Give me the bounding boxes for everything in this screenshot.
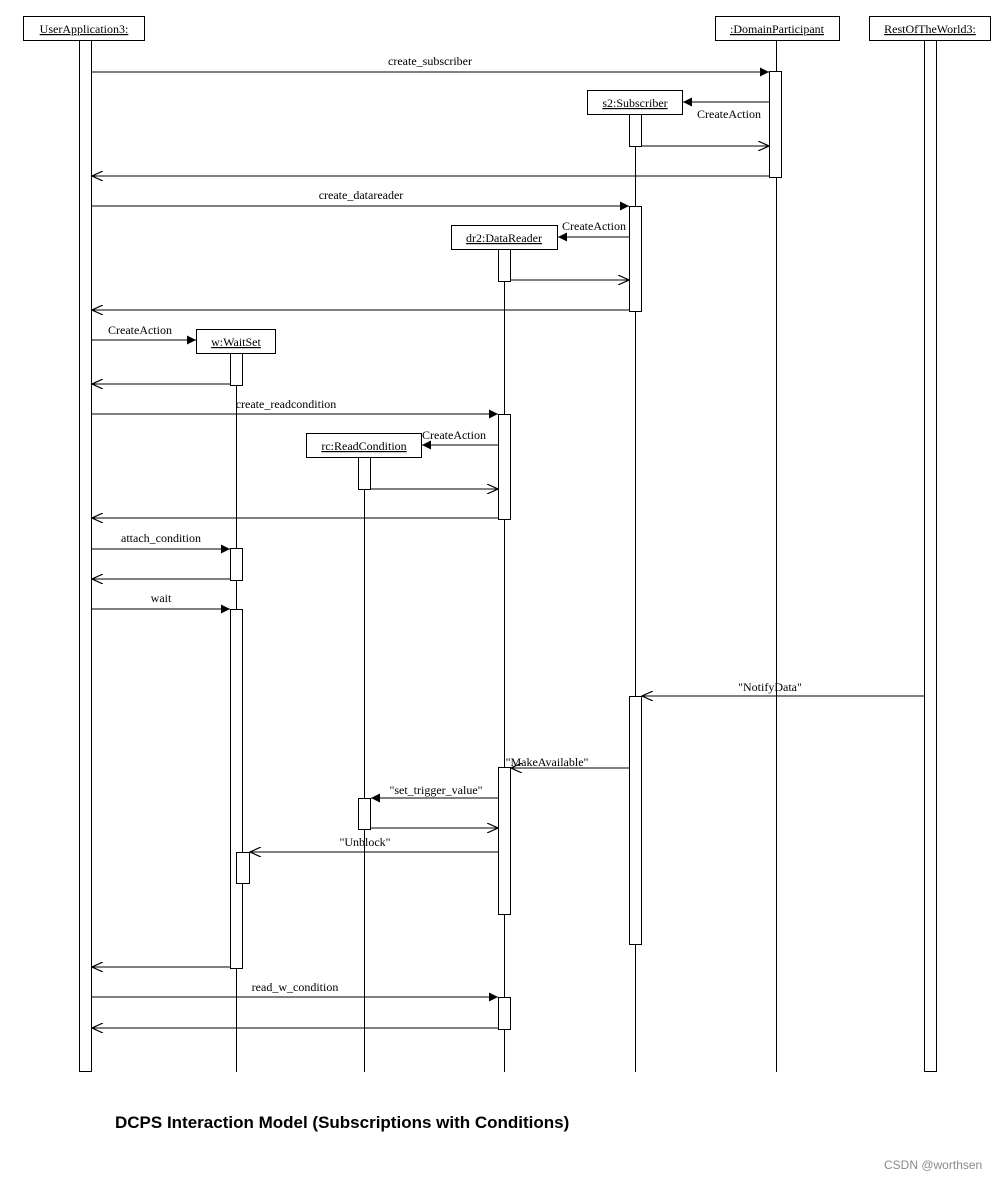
- label-attach-condition: attach_condition: [121, 531, 201, 545]
- label-create-action-s2: CreateAction: [697, 107, 761, 121]
- lifeline-readcondition: [307, 434, 422, 1073]
- lifeline-domain-participant: [716, 17, 840, 1073]
- lifeline-rest-of-the-world: [870, 17, 991, 1072]
- label-create-subscriber: create_subscriber: [388, 54, 472, 68]
- label-create-readcondition: create_readcondition: [235, 397, 337, 411]
- lifeline-subscriber: [588, 91, 683, 1073]
- label-create-action-ws: CreateAction: [108, 323, 172, 337]
- label-notify-data: "NotifyData": [738, 680, 802, 694]
- lifeline-datareader: [452, 226, 558, 1073]
- object-label-readcondition: rc:ReadCondition: [321, 439, 407, 453]
- label-make-available: "MakeAvailable": [505, 755, 589, 769]
- object-label-user-application: UserApplication3:: [39, 22, 129, 36]
- label-read-w-condition: read_w_condition: [251, 980, 339, 994]
- object-label-datareader: dr2:DataReader: [466, 231, 542, 245]
- watermark: CSDN @worthsen: [884, 1158, 983, 1172]
- diagram-caption: DCPS Interaction Model (Subscriptions with Conditions): [115, 1113, 570, 1132]
- object-label-subscriber: s2:Subscriber: [602, 96, 668, 110]
- label-create-action-dr2: CreateAction: [562, 219, 626, 233]
- object-label-waitset: w:WaitSet: [211, 335, 261, 349]
- object-label-domain-participant: :DomainParticipant: [730, 22, 824, 36]
- label-create-datareader: create_datareader: [318, 188, 404, 202]
- label-create-action-rc: CreateAction: [422, 428, 486, 442]
- label-unblock: "Unblock": [339, 835, 391, 849]
- object-label-rest-of-the-world: RestOfTheWorld3:: [884, 22, 976, 36]
- label-wait: wait: [150, 591, 172, 605]
- lifeline-waitset: [197, 330, 276, 1073]
- label-set-trigger-value: "set_trigger_value": [389, 783, 483, 797]
